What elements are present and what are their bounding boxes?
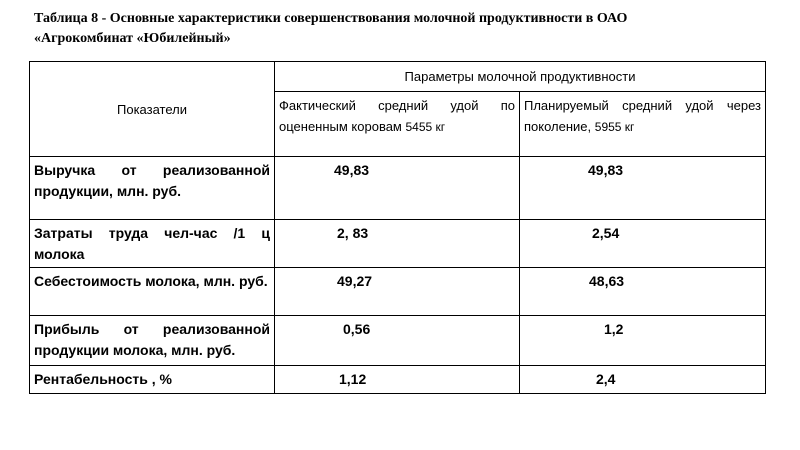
row-actual-value-text: 0,56 [343,321,371,337]
row-actual-value [275,316,520,366]
caption-line-1: Таблица 8 - Основные характеристики совершенствования молочной продуктивности в ОАО [34,11,628,26]
row-actual-value-text: 49,27 [337,273,373,289]
row-planned-value [520,157,766,220]
row-planned-value [520,268,766,316]
row-actual-value-text: 49,83 [334,162,370,178]
table-caption [34,9,734,49]
table-row [30,268,766,316]
row-label: Прибыль от реализованной продукции молока, млн. руб. [30,316,275,366]
table-row [30,157,766,220]
productivity-table [29,61,766,394]
table-row [30,366,766,394]
row-planned-value-text: 2,54 [592,225,620,241]
row-planned-value [520,316,766,366]
header-params: Параметры молочной продуктивности [275,62,766,92]
row-actual-value-text: 2, 83 [337,225,369,241]
row-planned-value-text: 2,4 [596,371,616,387]
row-planned-value-text: 49,83 [588,162,624,178]
row-label: Затраты труда чел-час /1 ц молока [30,220,275,268]
caption-line-2: «Агрокомбинат «Юбилейный» [34,31,231,46]
header-actual-yield-unit: 5455 кг [405,120,446,134]
row-planned-value [520,220,766,268]
row-actual-value [275,268,520,316]
row-label: Рентабельность , % [30,366,275,394]
row-planned-value-text: 48,63 [589,273,625,289]
row-label: Себестоимость молока, млн. руб. [30,268,275,316]
row-actual-value-text: 1,12 [339,371,367,387]
header-actual-yield-text: Фактический средний удой по оцененным коровам [279,98,515,134]
table-header-row [30,62,766,92]
header-planned-yield-unit: 5955 кг [594,120,635,134]
row-actual-value [275,157,520,220]
table-row [30,316,766,366]
row-planned-value-text: 1,2 [604,321,624,337]
header-planned-yield-text: Планируемый средний удой через поколение, [524,98,761,134]
row-planned-value [520,366,766,394]
row-actual-value [275,220,520,268]
row-label: Выручка от реализованной продукции, млн. руб. [30,157,275,220]
row-actual-value [275,366,520,394]
header-planned-yield [520,92,766,157]
header-actual-yield [275,92,520,157]
header-indicators: Показатели [30,62,275,157]
table-row [30,220,766,268]
